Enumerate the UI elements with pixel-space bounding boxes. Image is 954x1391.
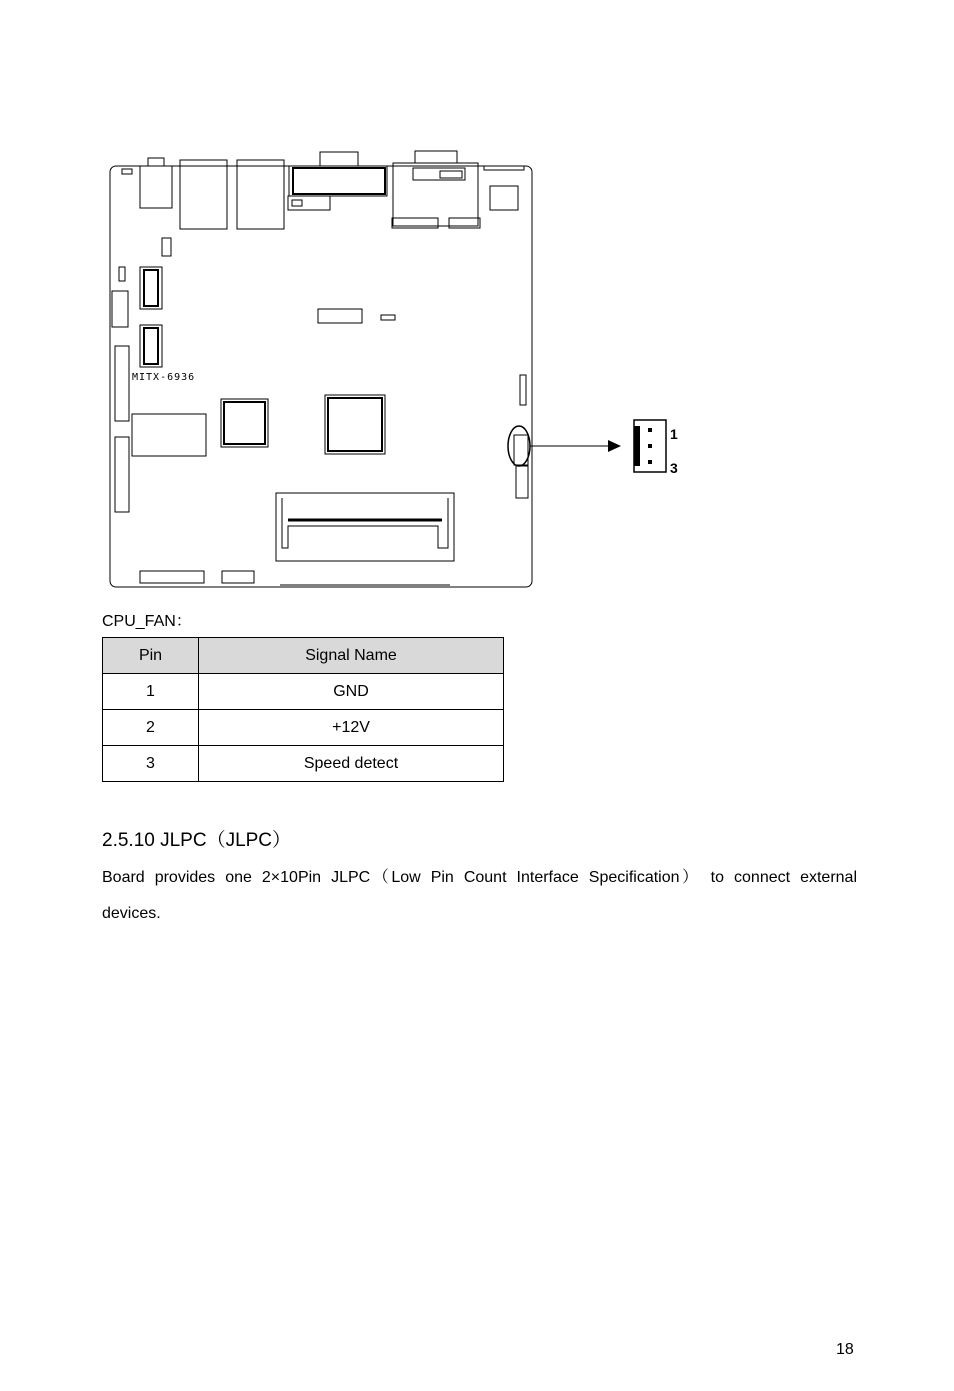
sodimm-slot: [276, 493, 454, 561]
column-header-pin: Pin: [103, 638, 199, 674]
table-row: [103, 746, 504, 782]
signal-cell: GND: [199, 674, 504, 710]
column-header-signal: Signal Name: [199, 638, 504, 674]
cpu-fan-highlight: [508, 426, 530, 466]
pin-cell: 1: [103, 674, 199, 710]
fan-connector-icon: [634, 420, 666, 472]
section-paragraph: Board provides one 2×10Pin JLPC（Low Pin Count Interface Specification） to connect external devices.: [102, 869, 857, 922]
signal-cell: Speed detect: [199, 746, 504, 782]
pin-cell: 3: [103, 746, 199, 782]
cpu-fan-pin-table: [102, 637, 504, 782]
section-heading: 2.5.10 JLPC（JLPC）: [102, 830, 292, 851]
table-caption: CPU_FAN：: [102, 613, 192, 630]
table-header-row: [103, 638, 504, 674]
page-number: 18: [836, 1341, 854, 1358]
table-row: [103, 674, 504, 710]
pin-cell: 2: [103, 710, 199, 746]
signal-cell: +12V: [199, 710, 504, 746]
motherboard-diagram: [100, 148, 700, 598]
board-model-label: MITX-6936: [132, 372, 196, 383]
pin-label-3: 3: [670, 460, 678, 476]
pin-label-1: 1: [670, 426, 678, 442]
table-row: [103, 710, 504, 746]
